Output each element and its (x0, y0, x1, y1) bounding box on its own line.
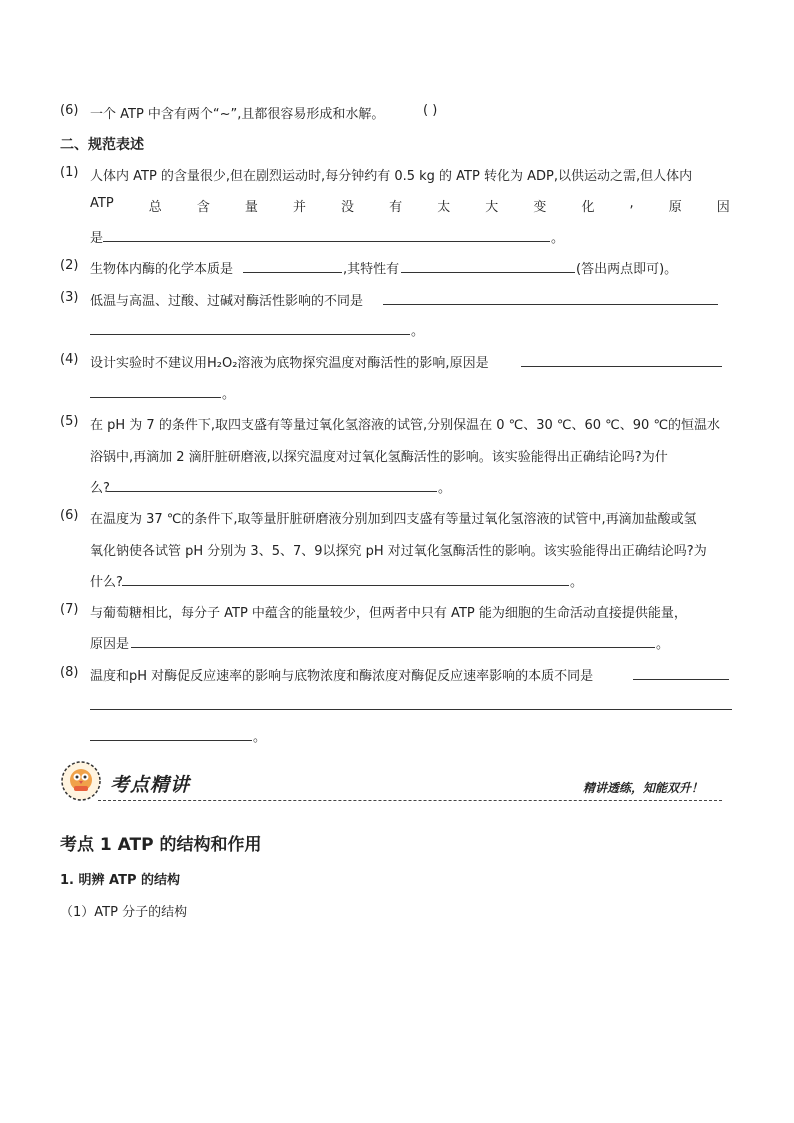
item7-line2-prefix: 原因是 (90, 637, 130, 652)
banner-slogan: 精讲透练，知能双升！ (583, 781, 704, 795)
item8-prefix: 温度和pH 对酶促反应速率的影响与底物浓度和酶浓度对酶促反应速率影响的本质不同是 (90, 669, 594, 684)
topic-subheading-a: （1）ATP 分子的结构 (60, 905, 188, 920)
item4-blank-1[interactable] (521, 366, 722, 367)
item8-blank-1[interactable] (633, 679, 729, 680)
item5-line1: 在 pH 为 7 的条件下,取四支盛有等量过氧化氢溶液的试管,分别保温在 0 ℃、30 ℃、60 ℃、90 ℃的恒温水 (90, 418, 721, 433)
item2-suffix: (答出两点即可)。 (576, 262, 678, 277)
item6-number: (6) (60, 508, 79, 523)
item6-line3-prefix: 什么? (90, 575, 123, 590)
item3-number: (3) (60, 290, 79, 305)
item4-blank-2[interactable] (90, 397, 221, 398)
item7-end: 。 (656, 637, 670, 652)
item2-blank-2[interactable] (401, 272, 575, 273)
owl-mascot-icon (60, 760, 102, 802)
item1-end: 。 (551, 231, 565, 246)
item3-prefix: 低温与高温、过酸、过碱对酶活性影响的不同是 (90, 294, 364, 309)
item5-line2: 浴锅中,再滴加 2 滴肝脏研磨液,以探究温度对过氧化氢酶活性的影响。该实验能得出正确结论吗?为什 (90, 450, 668, 465)
item1-line1: 人体内 ATP 的含量很少,但在剧烈运动时,每分钟约有 0.5 kg 的 ATP 转化为 ADP,以供运动之需,但人体内 (90, 169, 693, 184)
item3-blank-2[interactable] (90, 334, 410, 335)
item7-number: (7) (60, 602, 79, 617)
q6-text: 一个 ATP 中含有两个“~”,且都很容易形成和水解。 (90, 107, 385, 122)
item6-answer-blank[interactable] (122, 585, 569, 586)
item7-answer-blank[interactable] (131, 647, 655, 648)
item7-line1: 与葡萄糖相比，每分子 ATP 中蕴含的能量较少，但两者中只有 ATP 能为细胞的生命活动直接提供能量， (90, 606, 687, 621)
item4-number: (4) (60, 352, 79, 367)
item1-number: (1) (60, 165, 79, 180)
q6-answer-paren[interactable]: ( ) (423, 103, 438, 118)
item5-line3-prefix: 么? (90, 481, 110, 496)
section-title: 二、规范表述 (60, 137, 144, 153)
item6-line2: 氧化钠使各试管 pH 分别为 3、5、7、9以探究 pH 对过氧化氢酶活性的影响。该实验能得出正确结论吗?为 (90, 544, 707, 559)
q6-number: (6) (60, 103, 79, 118)
item8-blank-3[interactable] (90, 740, 252, 741)
item6-line1: 在温度为 37 ℃的条件下,取等量肝脏研磨液分别加到四支盛有等量过氧化氢溶液的试管中,再滴加盐酸或氢 (90, 512, 697, 527)
item2-blank-1[interactable] (243, 272, 342, 273)
topic-subheading: 1. 明辨 ATP 的结构 (60, 873, 181, 888)
banner-divider (98, 800, 722, 801)
item1-answer-blank[interactable] (103, 241, 550, 242)
item8-blank-2[interactable] (90, 709, 732, 710)
item4-prefix: 设计实验时不建议用H₂O₂溶液为底物探究温度对酶活性的影响,原因是 (90, 356, 489, 371)
item3-end: 。 (411, 324, 425, 339)
item5-end: 。 (438, 481, 452, 496)
item2-mid: ,其特性有 (343, 262, 400, 277)
item2-number: (2) (60, 258, 79, 273)
banner-title: 考点精讲 (110, 774, 191, 796)
item1-line3-prefix: 是 (90, 231, 104, 246)
item3-blank-1[interactable] (383, 304, 718, 305)
item5-number: (5) (60, 414, 79, 429)
topic-title: 考点 1 ATP 的结构和作用 (60, 835, 262, 855)
item5-answer-blank[interactable] (107, 491, 437, 492)
item4-end: 。 (222, 387, 236, 402)
item2-prefix: 生物体内酶的化学本质是 (90, 262, 234, 277)
item6-end: 。 (570, 575, 584, 590)
item1-line2: ATP 总 含 量 并 没 有 太 大 变 化 , 原 因 (90, 196, 730, 215)
item8-number: (8) (60, 665, 79, 680)
item8-end: 。 (253, 730, 267, 745)
